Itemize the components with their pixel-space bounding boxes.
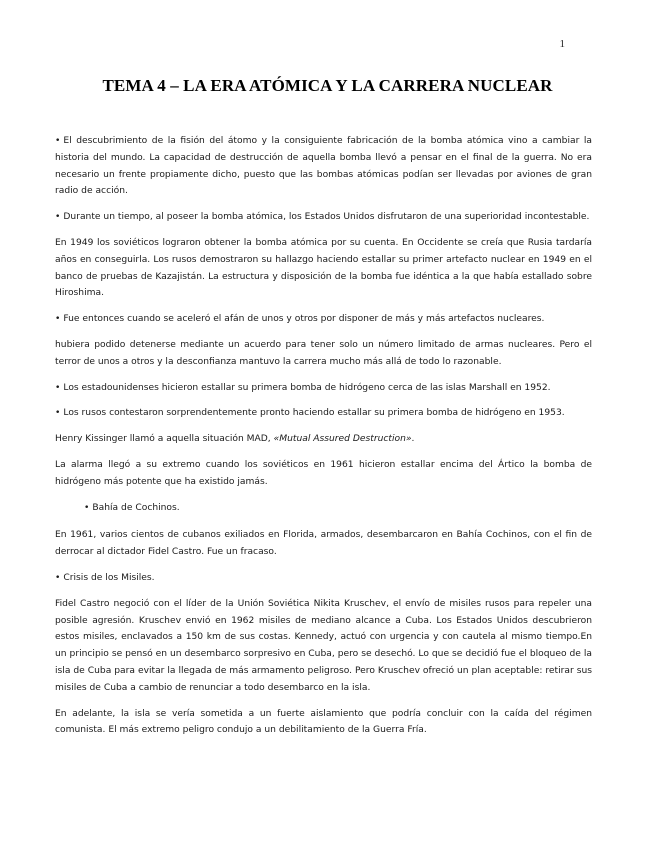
paragraph <box>55 706 592 740</box>
paragraph <box>55 500 592 517</box>
bullet-icon: • <box>55 136 61 146</box>
bullet-icon: • <box>84 502 90 513</box>
paragraph <box>55 527 592 561</box>
paragraph-text: Los rusos contestaron sorprendentemente pronto haciendo estallar su primera bomba de hidrógeno en 1953. <box>63 408 565 419</box>
bullet-icon: • <box>55 212 61 223</box>
paragraph-text: La alarma llegó a su extremo cuando los soviéticos en 1961 hicieron estallar encima del Ártico la bomba de hidrógeno más potente que ha existido jamás. <box>55 459 592 487</box>
paragraph <box>55 405 592 422</box>
paragraph-text: El descubrimiento de la fisión del átomo y la consiguiente fabricación de la bomba atómica vino a cambiar la historia del mundo. La capacidad de destrucción de aquella bomba llevó a pensar en el final de la guerra. No era necesario un frente propiamente dicho, puesto que las bombas atómicas podían ser llevadas por aviones de gran radio de acción. <box>55 136 592 197</box>
paragraph <box>55 457 592 491</box>
paragraph-italic-text: «Mutual Assured Destruction» <box>273 434 412 445</box>
paragraph <box>55 311 592 328</box>
bullet-icon: • <box>55 382 61 393</box>
paragraph-text: Fidel Castro negoció con el líder de la Unión Soviética Nikita Kruschev, el envío de misiles rusos para repeler una posible agresión. Kruschev envió en 1962 misiles de mediano alcance a Cuba. Los Estados Unidos descubrieron estos misiles, enclavados a 150 km de sus costas. Kennedy, actuó con urgencia y con cautela al mismo tiempo.En un principio se pensó en un desembarco sorpresivo en Cuba, pero se desechó. Lo que se decidió fue el bloqueo de la isla de Cuba para evitar la llegada de más armamento peligroso. Pero Kruschev ofreció un plan aceptable: retirar sus misiles de Cuba a cambio de renunciar a todo desembarco en la isla. <box>55 598 592 693</box>
document-body <box>55 133 592 748</box>
paragraph-text: Durante un tiempo, al poseer la bomba atómica, los Estados Unidos disfrutaron de una superioridad incontestable. <box>63 212 590 223</box>
bullet-icon: • <box>55 408 61 419</box>
paragraph <box>55 380 592 397</box>
paragraph <box>55 209 592 226</box>
paragraph-text: En 1961, varios cientos de cubanos exiliados en Florida, armados, desembarcaron en Bahía Cochinos, con el fin de derrocar al dictador Fidel Castro. Fue un fracaso. <box>55 530 592 558</box>
paragraph <box>55 596 592 697</box>
bullet-icon: • <box>55 572 61 583</box>
paragraph-text-end: . <box>411 434 415 445</box>
paragraph-text: Crisis de los Misiles. <box>63 572 155 583</box>
paragraph-text: Fue entonces cuando se aceleró el afán de unos y otros por disponer de más y más artefactos nucleares. <box>63 314 545 325</box>
paragraph <box>55 570 592 587</box>
paragraph <box>55 431 592 448</box>
paragraph-text: Bahía de Cochinos. <box>92 502 180 513</box>
paragraph-text: En adelante, la isla se vería sometida a un fuerte aislamiento que podría concluir con la caída del régimen comunista. El más extremo peligro condujo a un debilitamiento de la Guerra Fría. <box>55 708 592 736</box>
paragraph <box>55 337 592 371</box>
bullet-icon: • <box>55 314 61 325</box>
paragraph-text: Henry Kissinger llamó a aquella situación MAD, <box>55 434 274 445</box>
paragraph <box>55 235 592 302</box>
paragraph-text: En 1949 los soviéticos lograron obtener la bomba atómica por su cuenta. En Occidente se creía que Rusia tardaría años en conseguirla. Los rusos demostraron su hallazgo haciendo estallar su primer artefacto nuclear en 1949 en el banco de pruebas de Kazajistán. La estructura y disposición de la bomba fue idéntica a la que había estallado sobre Hiroshima. <box>55 237 592 299</box>
page-title: TEMA 4 – LA ERA ATÓMICA Y LA CARRERA NUCLEAR <box>102 76 553 95</box>
paragraph-text: Los estadounidenses hicieron estallar su primera bomba de hidrógeno cerca de las islas Marshall en 1952. <box>63 382 551 393</box>
page-number: 1 <box>559 38 565 50</box>
paragraph <box>55 133 592 200</box>
paragraph-text: hubiera podido detenerse mediante un acuerdo para tener solo un número limitado de armas nucleares. Pero el terror de unos a otros y la desconfianza mantuvo la carrera mucho más allá de todo lo razonable. <box>55 339 592 367</box>
